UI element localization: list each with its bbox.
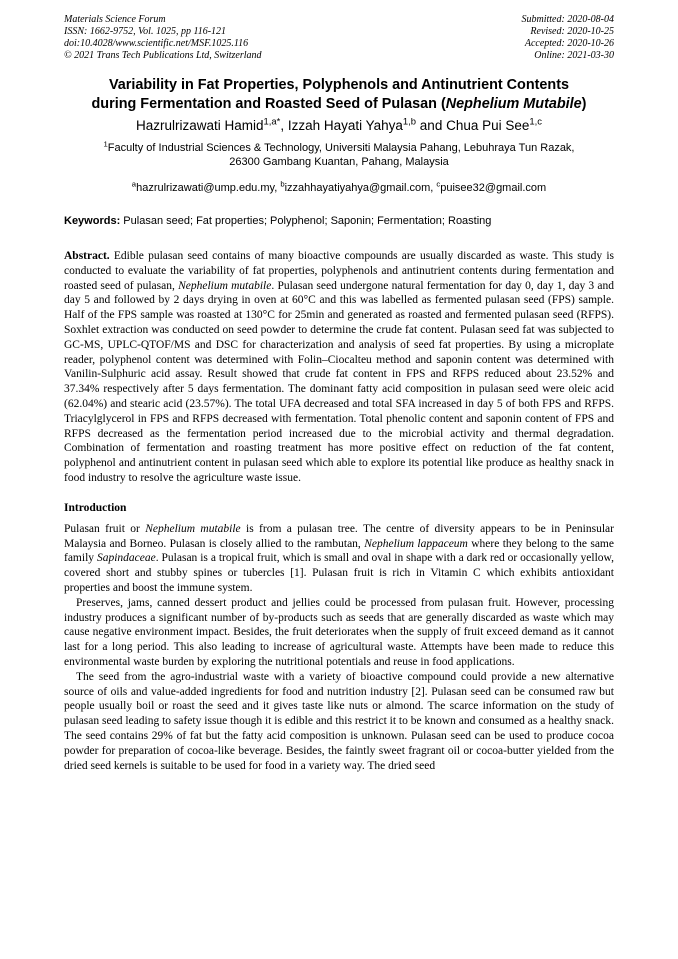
intro-paragraph-3: The seed from the agro-industrial waste with a variety of bioactive compound could provide a new alternative source of oils and value-added ingredients for food and nutrition industry [2]. Pulasan seed can be consumed raw but people usually boil or roast the seed and it gives taste like nuts or almond. The scarce information on the study of pulasan seed leading to safety issue though it is edible and this restrict it to be known and consumed as a healthy snack. The seed contains 29% of fat but the fatty acid composition is unknown. Pulasan seed can be used to produce cocoa powder for preparation of cocoa-like beverage. Besides, the faintly sweet fragrant oil or cocoa-butter yielded from the dried seed kernels is suitable to be used for food in a variety way. The dried seed [64,670,614,772]
intro-p1-text-c: where they belong to the same family [64,537,614,565]
abstract-label: Abstract. [64,250,110,262]
abstract-text-1: Edible pulasan seed contains of many bioactive compounds are usually discarded as waste. This study is conducted to evaluate the variability of fat properties, polyphenols and antinutrient contents during fermentation and roasted seed of pulasan, [64,250,614,292]
keywords-label: Keywords: [64,215,121,227]
journal-name: Materials Science Forum [64,14,166,25]
author-list [64,117,614,135]
title-line-2-start: during Fermentation and Roasted Seed of Pulasan ( [91,96,446,112]
date-online: Online: 2021-03-30 [534,50,614,61]
email-b[interactable]: izzahhayatiyahya@gmail.com, [284,182,437,194]
date-accepted: Accepted: 2020-10-26 [524,38,614,49]
keywords [64,214,614,228]
author-3: and Chua Pui See [416,118,530,133]
intro-p1-italic-1: Nephelium mutabile [145,522,241,535]
author-2-affil: 1,b [402,116,417,128]
intro-paragraph-1 [64,522,614,596]
date-submitted: Submitted: 2020-08-04 [521,14,614,25]
date-revised: Revised: 2020-10-25 [530,26,614,37]
affiliation-sup: 1 [103,139,108,149]
intro-p1-text-a: Pulasan fruit or [64,522,146,535]
author-emails [64,181,614,195]
email-c-sup: c [436,179,441,189]
intro-paragraph-2: Preserves, jams, canned dessert product and jellies could be processed from pulasan fruit. However, processing industry produces a significant number of by-products such as seeds that are generally discarded as waste which may cause negative environment impact. Besides, the fruit deteriorates when the supply of fruit exceed demand as it cannot last for a long period. This also leading to increase of agricultural waste. Attempts have been made to reduce this environmental waste burden by exploring the nutritional potentials and reuse in food applications. [64,596,614,668]
intro-p1-italic-3: Sapindaceae [96,552,156,565]
keywords-text: Pulasan seed; Fat properties; Polyphenol; Saponin; Fermentation; Roasting [120,215,492,227]
title-line-2 [64,95,614,114]
publication-dates [522,14,615,62]
email-b-sup: b [280,179,285,189]
paper-title [64,76,614,114]
journal-issn: ISSN: 1662-9752, Vol. 1025, pp 116-121 [64,26,227,37]
email-a-sup: a [131,179,137,189]
author-1: Hazrulrizawati Hamid [136,118,264,133]
abstract [64,249,614,486]
abstract-text-2: . Pulasan seed undergone natural fermentation for day 0, day 1, day 3 and day 5 and followed by 2 days drying in oven at 60°C and this was labelled as fermented pulasan seed (FPS) sample. Half of the FPS sample was roasted at 130°C for 25min and generated as roasted and fermented pulasan seed (RFPS). Soxhlet extraction was conducted on seed powder to determine the crude fat content. Pulasan seed fat was subjected to GC-MS, UPLC-QTOF/MS and DSC for characterization and analysis of seed fat properties. By using a microplate reader, polyphenol content was determined with Folin–Ciocalteu method and saponin content was determined with Vanilin-Sulphuric acid assay. Result showed that crude fat content in FPS and RFPS reduced about 23.52% and 37.34% respectively after 5 days fermentation. The dominant fatty acid composition in pulasan seed were oleic acid (62.04%) and stearic acid (23.57%). The total UFA decreased and total SFA increased in day 5 of both FPS and RFPS. Triacylglycerol in FPS and RFPS decreased with fermentation. Total phenolic content and saponin content of FPS and RFPS decreased as the fermentation period increased due to the microbial activity and thermal degradation. Combination of fermentation and roasting treatment has more positive effect on reduction of the fat content, polyphenol and antinutrient content in pulasan seed which able to explore its potential like produce as healthy snack in food industry to resolve the agriculture waste issue. [64,279,614,484]
author-1-affil: 1,a* [263,116,281,128]
introduction-body [64,522,614,774]
author-2: , Izzah Hayati Yahya [280,118,403,133]
affiliation-line-2: 26300 Gambang Kuantan, Pahang, Malaysia [229,156,449,168]
journal-header [64,14,614,62]
journal-copyright: © 2021 Trans Tech Publications Ltd, Switzerland [64,50,262,61]
intro-p1-text-d: . Pulasan is a tropical fruit, which is small and oval in shape with a dark red or occasionally yellow, covered short and stubby spines or tubercles [1]. Pulasan fruit is rich in Vitamin C which exhibits antioxidant properties and boost the immune system. [64,552,614,594]
affiliation-text-1: Faculty of Industrial Sciences & Technology, Universiti Malaysia Pahang, Lebuhraya Tun Razak, [107,142,575,154]
journal-info [64,14,262,62]
introduction-heading: Introduction [64,501,127,514]
author-3-affil: 1,c [529,116,542,128]
email-c[interactable]: puisee32@gmail.com [440,182,547,194]
intro-p1-text-b: is from a pulasan tree. The centre of diversity appears to be in Peninsular Malaysia and Borneo. Pulasan is closely allied to the rambutan, [64,522,614,550]
title-line-1: Variability in Fat Properties, Polyphenols and Antinutrient Contents [108,77,570,93]
abstract-species: Nephelium mutabile [178,279,272,292]
journal-doi[interactable]: doi:10.4028/www.scientific.net/MSF.1025.116 [64,38,249,49]
affiliation-line-1 [64,141,614,155]
affiliation [64,141,614,169]
email-a[interactable]: hazrulrizawati@ump.edu.my, [136,182,281,194]
title-species: Nephelium Mutabile [445,96,582,112]
intro-p1-italic-2: Nephelium lappaceum [364,537,468,550]
article-page [64,14,614,773]
title-line-2-end: ) [581,96,587,112]
